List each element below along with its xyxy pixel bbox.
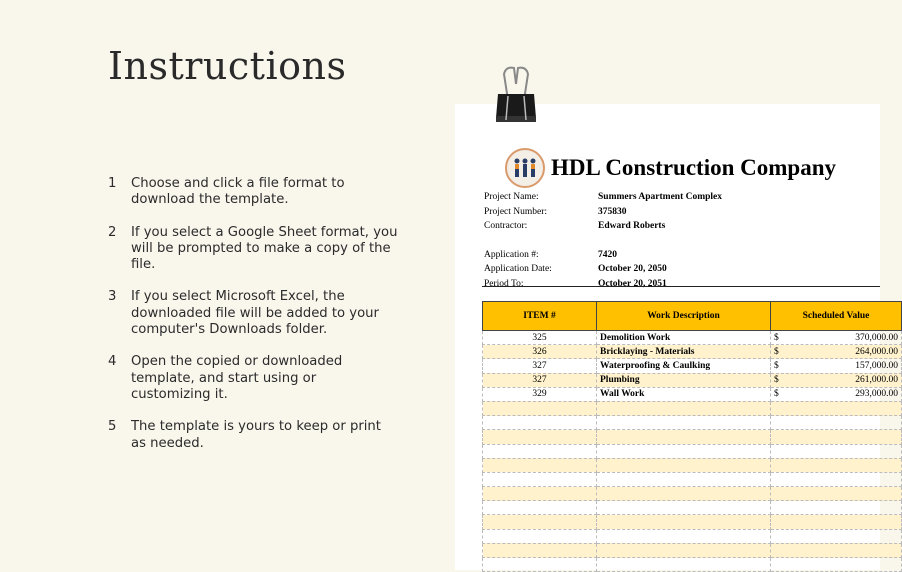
info-row <box>484 190 722 205</box>
column-header-value: Scheduled Value <box>771 302 902 331</box>
empty-row <box>483 416 902 430</box>
info-label: Period To: <box>484 278 524 289</box>
info-row <box>484 248 722 263</box>
info-row <box>484 219 722 234</box>
step-number: 3 <box>108 289 117 305</box>
value-cell: 157,000.00 <box>855 360 898 371</box>
instruction-step <box>108 225 398 274</box>
spreadsheet-preview <box>455 104 898 570</box>
info-row <box>484 205 722 220</box>
empty-row <box>483 472 902 486</box>
empty-row <box>483 444 902 458</box>
item-cell: 327 <box>483 359 597 373</box>
empty-row <box>483 401 902 415</box>
info-value: 375830 <box>598 206 627 217</box>
instruction-step <box>108 419 398 452</box>
currency-symbol: $ <box>774 332 779 343</box>
table-row <box>483 331 902 345</box>
step-text: If you select Microsoft Excel, the downloaded file will be added to your computer's Downloads folder. <box>131 289 379 338</box>
info-row <box>484 262 722 277</box>
item-cell: 327 <box>483 373 597 387</box>
empty-row <box>483 430 902 444</box>
company-logo-icon <box>505 148 545 188</box>
description-cell: Plumbing <box>597 373 771 387</box>
value-cell: 261,000.00 <box>855 375 898 386</box>
table-row <box>483 359 902 373</box>
item-cell: 329 <box>483 387 597 401</box>
instruction-step <box>108 176 398 209</box>
step-text: Open the copied or downloaded template, and start using or customizing it. <box>131 354 343 402</box>
info-label: Project Number: <box>484 206 548 217</box>
column-header-item: ITEM # <box>483 302 597 331</box>
binder-clip-icon <box>494 64 538 126</box>
table-row <box>483 387 902 401</box>
instruction-step <box>108 354 398 403</box>
empty-row <box>483 487 902 501</box>
step-number: 2 <box>108 224 117 240</box>
step-number: 1 <box>108 176 117 191</box>
company-header <box>505 148 836 188</box>
page-title: Instructions <box>108 44 347 88</box>
currency-symbol: $ <box>774 346 779 357</box>
description-cell: Bricklaying - Materials <box>597 345 771 359</box>
info-value: Summers Apartment Complex <box>598 192 723 203</box>
step-text: Choose and click a file format to download the template. <box>131 176 345 208</box>
empty-row <box>483 558 902 572</box>
project-info <box>484 190 722 291</box>
step-number: 4 <box>108 354 117 370</box>
company-name: HDL Construction Company <box>551 155 836 180</box>
column-header-description: Work Description <box>597 302 771 331</box>
instruction-list <box>108 176 398 468</box>
step-text: The template is yours to keep or print as needed. <box>131 419 381 451</box>
currency-symbol: $ <box>774 375 779 386</box>
info-label: Application Date: <box>484 264 552 275</box>
value-cell: 264,000.00 <box>855 346 898 357</box>
info-label: Contractor: <box>484 221 528 232</box>
currency-symbol: $ <box>774 360 779 371</box>
currency-symbol: $ <box>774 389 779 400</box>
table-row <box>483 345 902 359</box>
item-cell: 326 <box>483 345 597 359</box>
empty-row <box>483 501 902 515</box>
description-cell: Demolition Work <box>597 331 771 345</box>
info-value: October 20, 2051 <box>598 278 667 289</box>
info-label: Application #: <box>484 249 539 260</box>
info-value: October 20, 2050 <box>598 264 667 275</box>
schedule-table <box>482 301 902 572</box>
info-value: Edward Roberts <box>598 221 666 232</box>
table-row <box>483 373 902 387</box>
divider <box>482 286 880 287</box>
step-text: If you select a Google Sheet format, you will be prompted to make a copy of the file. <box>131 224 398 273</box>
value-cell: 293,000.00 <box>855 389 898 400</box>
step-number: 5 <box>108 419 117 435</box>
value-cell: 370,000.00 <box>855 332 898 343</box>
empty-row <box>483 515 902 529</box>
info-value: 7420 <box>598 249 617 260</box>
description-cell: Wall Work <box>597 387 771 401</box>
empty-row <box>483 458 902 472</box>
item-cell: 325 <box>483 331 597 345</box>
description-cell: Waterproofing & Caulking <box>597 359 771 373</box>
instruction-step <box>108 289 398 338</box>
info-row <box>484 277 722 292</box>
info-label: Project Name: <box>484 192 539 203</box>
empty-row <box>483 543 902 557</box>
empty-row <box>483 529 902 543</box>
